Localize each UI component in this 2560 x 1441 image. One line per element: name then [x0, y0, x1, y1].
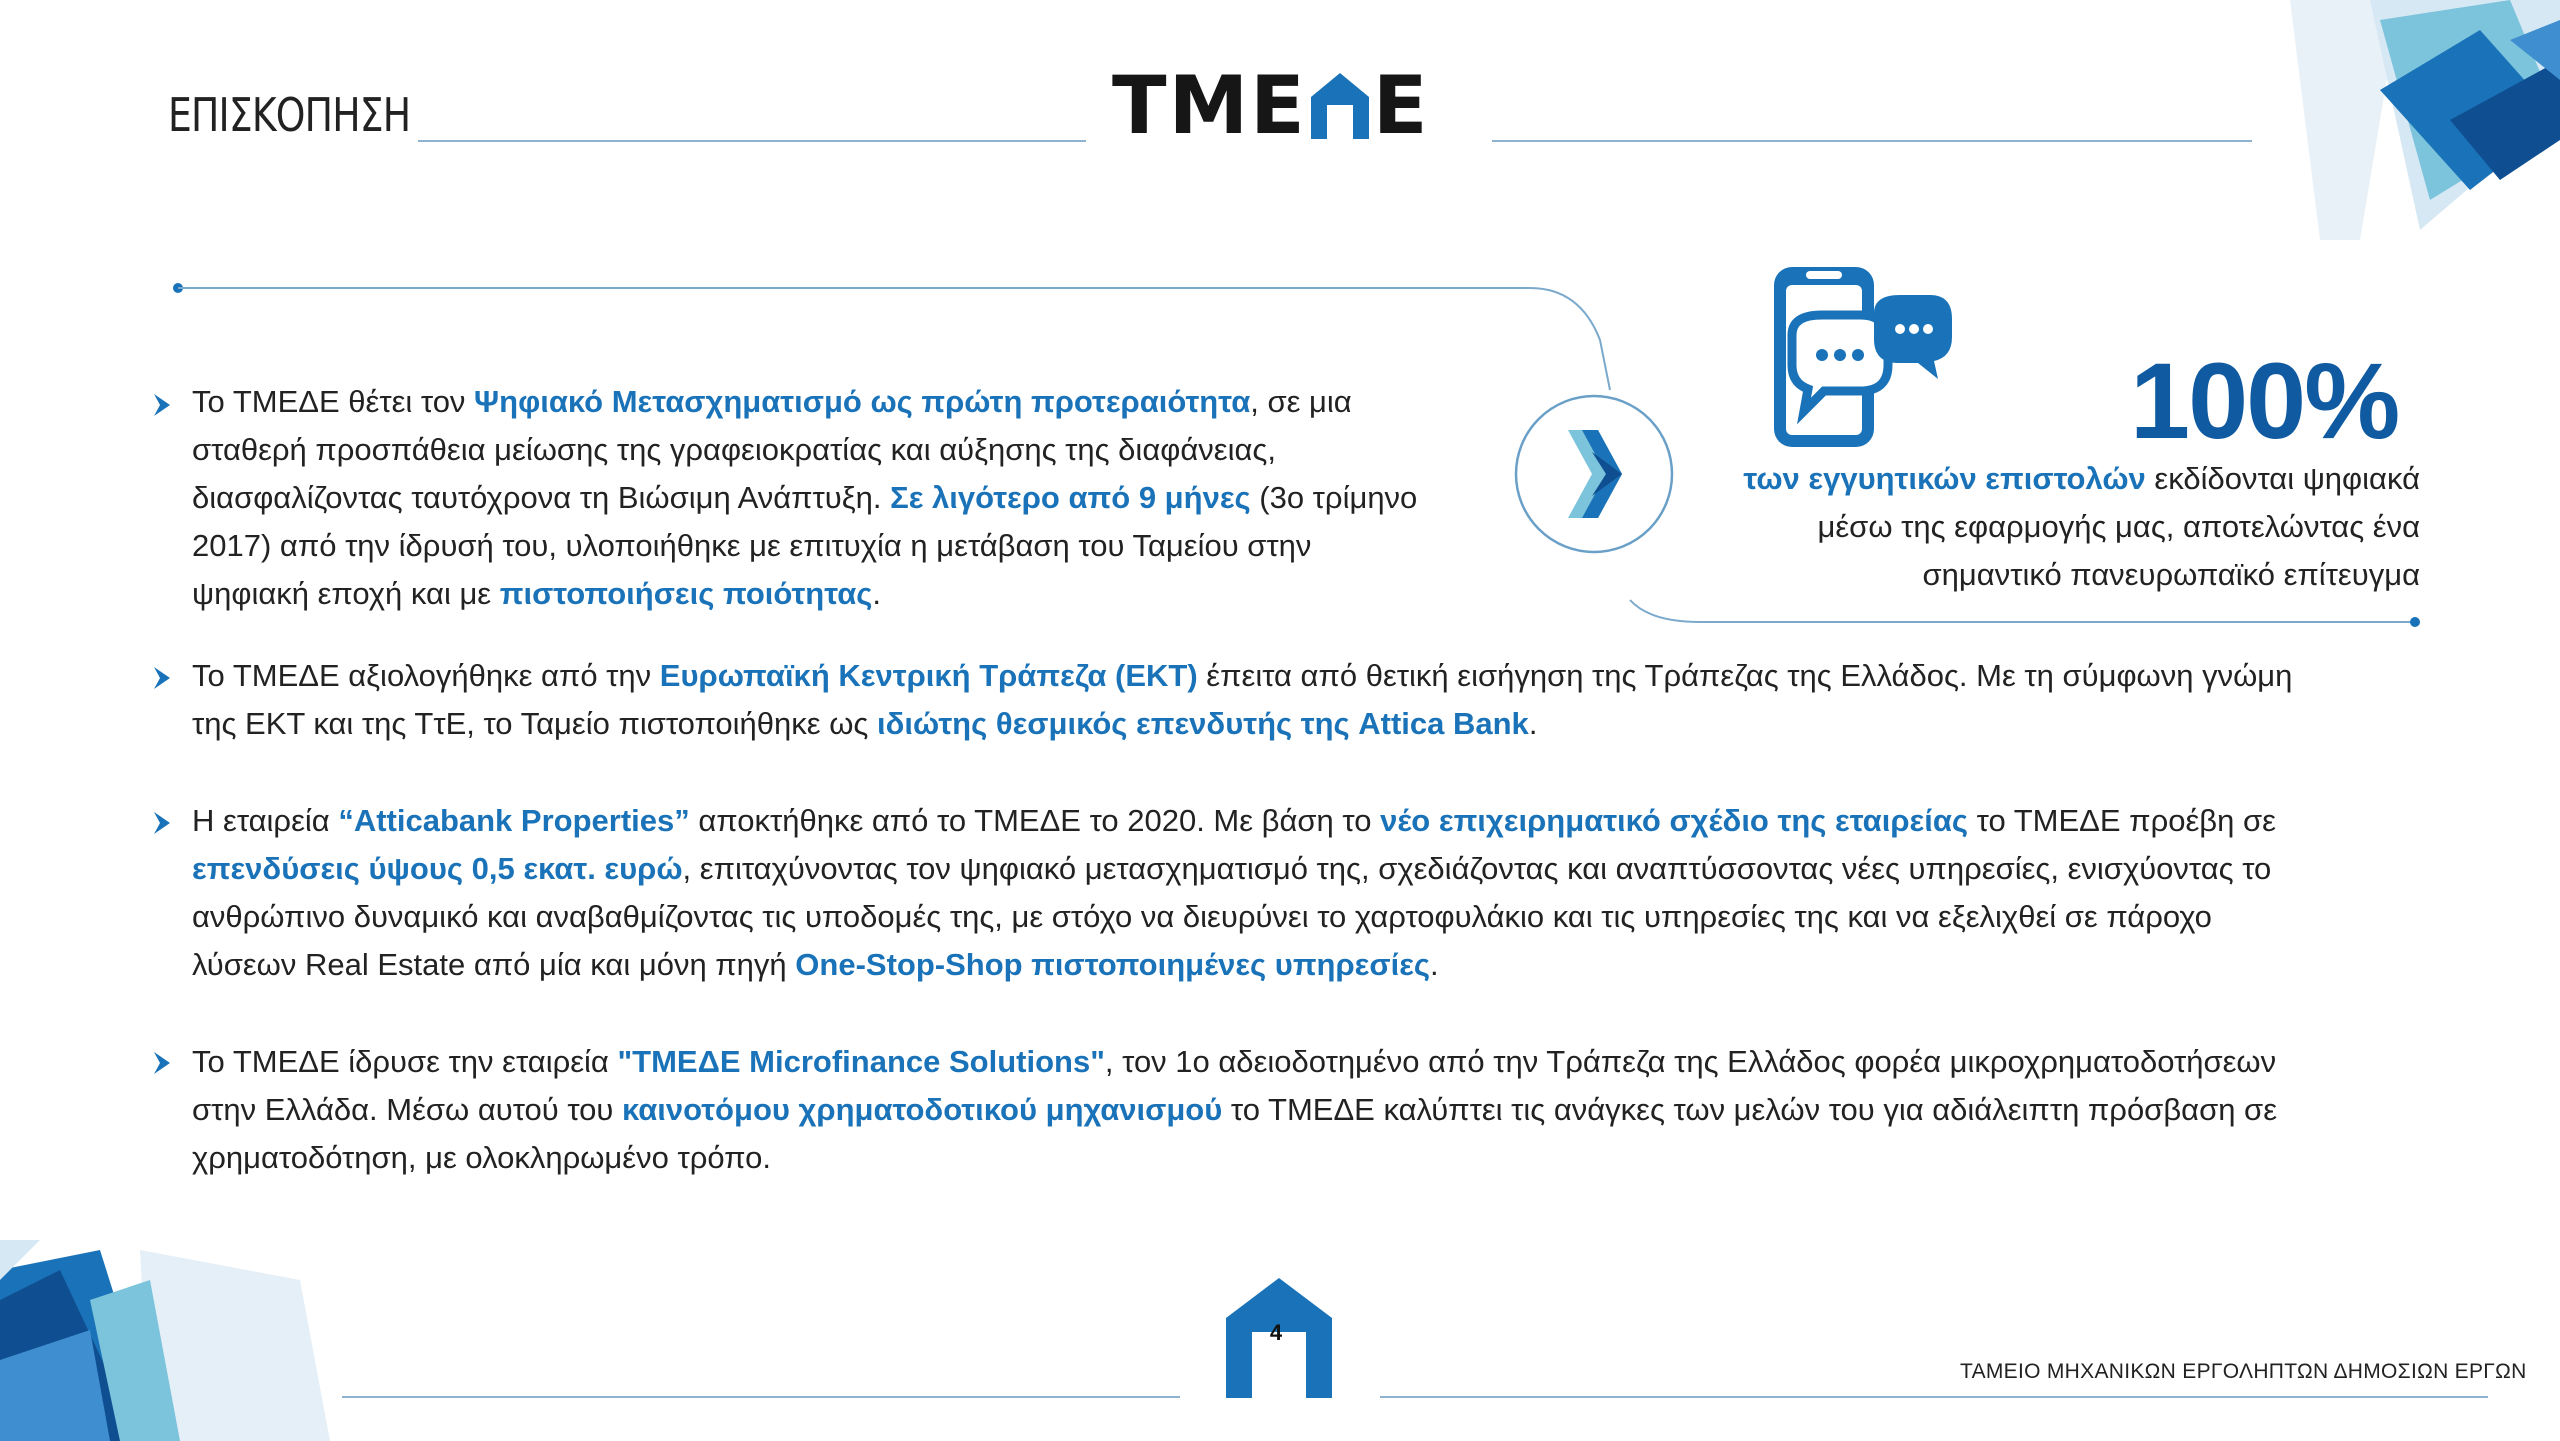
highlight-text: των εγγυητικών επιστολών εκδίδονται ψηφιακά μέσω της εφαρμογής μας, αποτελώντας ένα σημαντικό πανευρωπαϊκό επίτευγμα [1743, 461, 2420, 592]
header-divider-left [418, 140, 1086, 142]
logo-text-right: Ε [1372, 59, 1430, 152]
organization-name: ΤΑΜΕΙΟ ΜΗΧΑΝΙΚΩΝ ΕΡΓΟΛΗΠΤΩΝ ΔΗΜΟΣΙΩΝ ΕΡΓΩΝ [1960, 1360, 2527, 1383]
bottom-left-decoration [0, 1240, 330, 1441]
bullet-arrow-icon [152, 663, 172, 693]
page-number: 4 [1269, 1320, 1283, 1345]
logo-text-left: ΤΜΕ [1112, 59, 1307, 152]
paragraph-atticabank-properties: Η εταιρεία “Atticabank Properties” αποκτήθηκε από το ΤΜΕΔΕ το 2020. Με βάση το νέο επιχειρηματικό σχέδιο της εταιρείας το ΤΜΕΔΕ προέβη σε επενδύσεις ύψους 0,5 εκατ. ευρώ, επιταχύνοντας τον ψηφιακό μετασχηματισμό της, σχεδιάζοντας και αναπτύσσοντας νέες υπηρεσίες, ενισχύοντας το ανθρώπινο δυναμικό και αναβαθμίζοντας τις υποδομές της, με στόχο να διευρύνει το χαρτοφυλάκιο και τις υπηρεσίες της και να εξελιχθεί σε πάροχο λύσεων Real Estate από μία και μόνη πηγή One-Stop-Shop πιστοποιημένες υπηρεσίες. [192, 803, 2276, 982]
header-divider-right [1492, 140, 2252, 142]
bullet-arrow-icon [152, 390, 172, 420]
bullet-arrow-icon [152, 808, 172, 838]
chevron-right-icon [1512, 392, 1676, 556]
highlight-emphasis: των εγγυητικών επιστολών [1743, 461, 2146, 496]
footer-divider-left [342, 1396, 1180, 1398]
chat-phone-icon [1770, 265, 1955, 450]
highlight-percent: 100% [2130, 340, 2399, 461]
tmede-logo [1112, 59, 1430, 152]
footer-divider-right [1380, 1396, 2488, 1398]
top-right-decoration [2280, 0, 2560, 250]
paragraph-ecb-evaluation: Το ΤΜΕΔΕ αξιολογήθηκε από την Ευρωπαϊκή Κεντρική Τράπεζα (ΕΚΤ) έπειτα από θετική εισήγηση της Τράπεζας της Ελλάδος. Με τη σύμφωνη γνώμη της ΕΚΤ και της ΤτΕ, το Ταμείο πιστοποιήθηκε ως ιδιώτης θεσμικός επενδυτής της Attica Bank. [192, 658, 2293, 741]
logo-house-icon [1309, 71, 1371, 141]
section-title: ΕΠΙΣΚΟΠΗΣΗ [168, 88, 411, 142]
paragraph-microfinance: Το ΤΜΕΔΕ ίδρυσε την εταιρεία "ΤΜΕΔΕ Microfinance Solutions", τον 1ο αδειοδοτημένο από την Τράπεζα της Ελλάδος φορέα μικροχρηματοδοτήσεων στην Ελλάδα. Μέσω αυτού του καινοτόμου χρηματοδοτικού μηχανισμού το ΤΜΕΔΕ καλύπτει τις ανάγκες των μελών του για αδιάλειπτη πρόσβαση σε χρηματοδότηση, με ολοκληρωμένο τρόπο. [192, 1044, 2278, 1175]
bullet-arrow-icon [152, 1048, 172, 1078]
paragraph-digital-transformation: Το ΤΜΕΔΕ θέτει τον Ψηφιακό Μετασχηματισμό ως πρώτη προτεραιότητα, σε μια σταθερή προσπάθεια μείωσης της γραφειοκρατίας και αύξησης της διαφάνειας, διασφαλίζοντας ταυτόχρονα τη Βιώσιμη Ανάπτυξη. Σε λιγότερο από 9 μήνες (3ο τρίμηνο 2017) από την ίδρυσή του, υλοποιήθηκε με επιτυχία η μετάβαση του Ταμείου στην ψηφιακή εποχή και με πιστοποιήσεις ποιότητας. [192, 384, 1418, 611]
